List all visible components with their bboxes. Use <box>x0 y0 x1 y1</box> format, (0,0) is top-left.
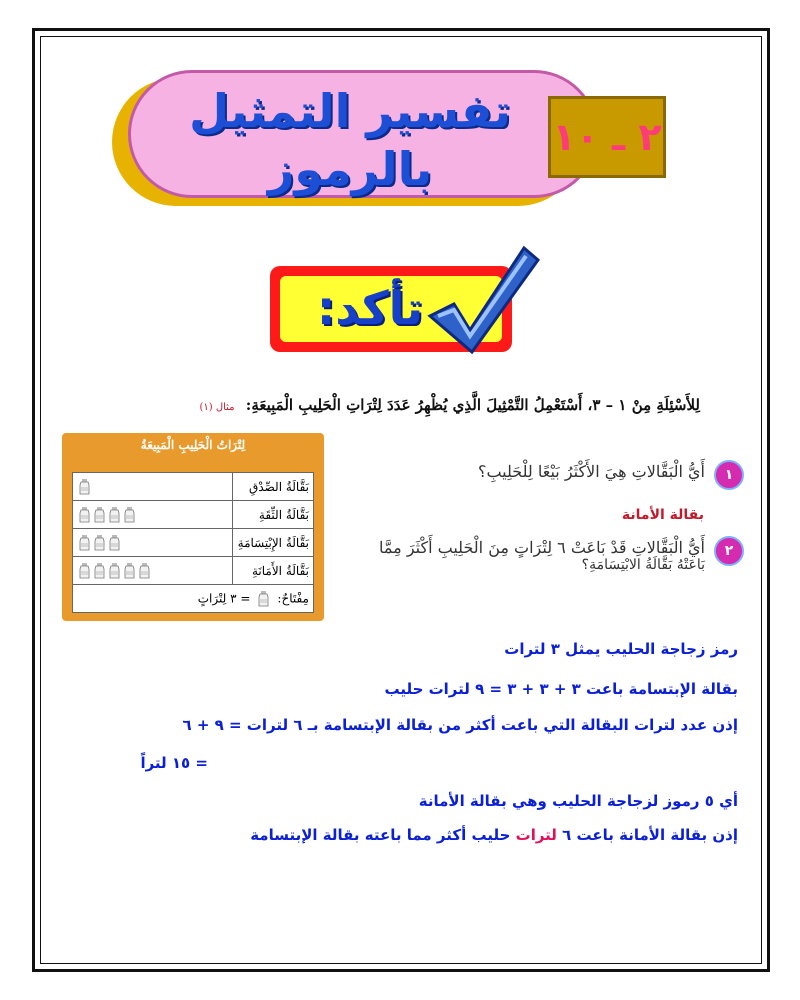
solution-line-6-part-b: حليب أكثر مما باعته بقالة الإبتسامة <box>250 826 516 844</box>
milk-bottle-icon <box>92 507 107 521</box>
bottle-icons <box>73 473 233 501</box>
pictograph-row <box>73 529 314 557</box>
bottle-icons <box>73 501 233 529</box>
bottle-icons <box>73 557 233 585</box>
milk-bottle-icon <box>107 535 122 549</box>
question-2-text <box>325 538 705 573</box>
question-1-text: أَيُّ الْبَقَّالاتِ هِيَ الأَكْثَرُ بَيْعًا لِلْحَلِيبِ؟ <box>477 462 705 481</box>
bottle-icons <box>73 529 233 557</box>
milk-bottle-icon <box>122 507 137 521</box>
pictograph-title: لِتْرَاتُ الْحَلِيبِ الْمَبِيعَةُ <box>140 438 246 452</box>
milk-bottle-icon <box>77 479 92 493</box>
example-reference: مثال (١) <box>199 402 235 413</box>
question-number-1: ١ <box>714 460 744 490</box>
store-name: بَقَّالَةُ الأَمَانَةِ <box>233 557 314 585</box>
check-header-label: تأكد: <box>316 281 424 335</box>
milk-bottle-icon <box>137 563 152 577</box>
store-name: بَقَّالَةُ الصِّدْقِ <box>233 473 314 501</box>
solution-line-6-highlight: لترات <box>515 826 557 844</box>
lesson-number-box <box>548 96 666 178</box>
milk-bottle-icon <box>107 563 122 577</box>
checkmark-icon <box>420 238 540 358</box>
solution-line-3: إذن عدد لترات البقالة التي باعت أكثر من بقالة الإبتسامة بـ ٦ لترات = ٩ + ٦ <box>182 716 738 734</box>
milk-bottle-icon <box>77 507 92 521</box>
milk-bottle-icon <box>77 563 92 577</box>
question-2-line2: بَاعَتْهُ بَقَّالَةُ الابْتِسَامَةِ؟ <box>581 557 705 573</box>
milk-bottle-icon <box>122 563 137 577</box>
lesson-title <box>175 82 525 198</box>
key-label: مِفْتَاحٌ: <box>277 591 309 605</box>
milk-bottle-icon <box>92 563 107 577</box>
question-number-2: ٢ <box>714 536 744 566</box>
pictograph-row <box>73 557 314 585</box>
solution-line-4: = ١٥ لتراً <box>140 754 208 772</box>
solution-line-6 <box>250 826 738 844</box>
solution-line-1: رمز زجاجة الحليب يمثل ٣ لترات <box>504 640 738 658</box>
milk-bottle-icon <box>92 535 107 549</box>
pictograph-key <box>73 585 314 613</box>
solution-line-5: أي ٥ رموز لزجاجة الحليب وهي بقالة الأمانة <box>418 792 738 810</box>
solution-line-2: بقالة الإبتسامة باعت ٣ + ٣ + ٣ = ٩ لترات حليب <box>384 680 738 698</box>
store-name: بَقَّالَةُ الإِبْتِسَامَةِ <box>233 529 314 557</box>
solution-line-6-part-a: إذن بقالة الأمانة باعت ٦ <box>556 826 738 844</box>
store-name: بَقَّالَةُ الثِّقَةِ <box>233 501 314 529</box>
question-1-answer: بقالة الأمانة <box>621 507 704 523</box>
milk-bottle-icon <box>107 507 122 521</box>
question-2-line1: أَيُّ الْبَقَّالاتِ قَدْ بَاعَتْ ٦ لِتْرَاتٍ مِنَ الْحَلِيبِ أَكْثَرَ مِمَّا <box>379 538 705 557</box>
pictograph-row <box>73 501 314 529</box>
pictograph-row <box>73 473 314 501</box>
pictograph-table <box>72 472 314 613</box>
lesson-title-line1: تفسير التمثيل <box>189 84 511 138</box>
milk-bottle-icon <box>77 535 92 549</box>
lesson-title-line2: بالرموز <box>267 142 433 196</box>
lesson-number: ٢ ـ ١٠ <box>552 115 662 159</box>
instruction-line <box>80 396 700 414</box>
milk-bottle-icon <box>256 591 271 605</box>
instruction-text: لِلأَسْئِلَةِ مِنْ ١ – ٣، أَسْتَعْمِلُ التَّمْثِيلَ الَّذِي يُظْهِرُ عَدَدَ لِتْرَاتِ الْحَلِيبِ الْمَبِيعَةِ: <box>245 396 700 414</box>
key-value: = ٣ لِتْرَاتٍ <box>197 591 251 605</box>
pictograph-key-row <box>73 585 314 613</box>
